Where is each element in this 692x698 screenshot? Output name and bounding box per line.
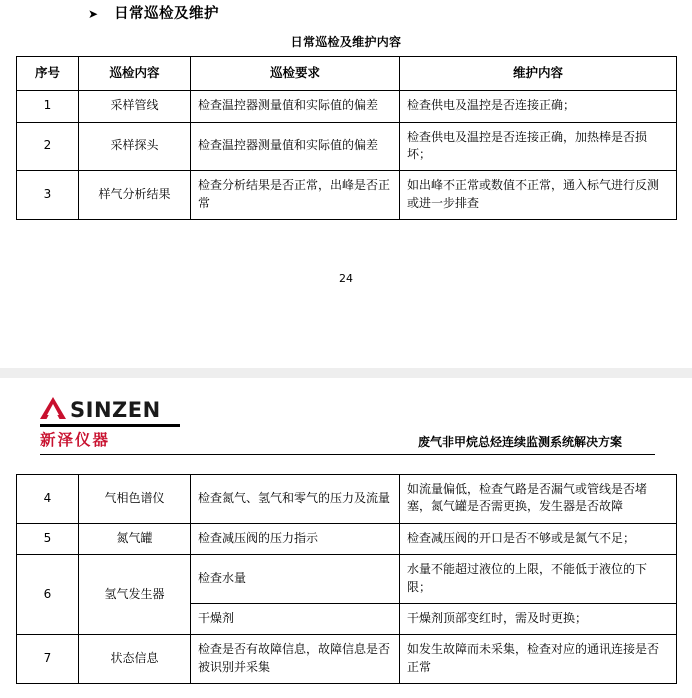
table-row — [17, 523, 677, 554]
table-row — [17, 91, 677, 122]
table-row — [17, 122, 677, 171]
cell-requirement: 干燥剂 — [191, 603, 400, 634]
cell-maintenance: 如发生故障而未采集，检查对应的通讯连接是否正常 — [400, 635, 677, 684]
column-header-no: 序号 — [17, 57, 79, 91]
logo-mark-icon — [40, 397, 66, 419]
table-row — [17, 555, 677, 604]
cell-maintenance: 如流量偏低，检查气路是否漏气或管线是否堵塞，氮气罐是否需更换，发生器是否故障 — [400, 475, 677, 524]
column-header-maintenance: 维护内容 — [400, 57, 677, 91]
cell-requirement: 检查温控器测量值和实际值的偏差 — [191, 91, 400, 122]
inspection-maintenance-table — [16, 56, 677, 220]
table-caption: 日常巡检及维护内容 — [290, 35, 402, 49]
cell-no: 4 — [17, 475, 79, 524]
page-break-divider — [0, 368, 692, 378]
table-row — [17, 475, 677, 524]
cell-no: 7 — [17, 635, 79, 684]
section-heading-text: 日常巡检及维护 — [114, 6, 220, 22]
cell-maintenance: 检查供电及温控是否连接正确； — [400, 91, 677, 122]
company-logo — [40, 398, 180, 449]
cell-item: 采样管线 — [79, 91, 191, 122]
cell-requirement: 检查水量 — [191, 555, 400, 604]
cell-item: 气相色谱仪 — [79, 475, 191, 524]
page-number: 24 — [339, 272, 353, 285]
column-header-item: 巡检内容 — [79, 57, 191, 91]
cell-no: 3 — [17, 171, 79, 220]
table-row — [17, 635, 677, 684]
cell-no: 6 — [17, 555, 79, 635]
cell-item: 采样探头 — [79, 122, 191, 171]
cell-item: 状态信息 — [79, 635, 191, 684]
inspection-maintenance-table-continued — [16, 474, 677, 684]
logo-divider-bar — [40, 424, 180, 427]
cell-maintenance: 干燥剂顶部变红时，需及时更换； — [400, 603, 677, 634]
cell-no: 1 — [17, 91, 79, 122]
arrow-bullet-icon: ➤ — [88, 7, 99, 21]
section-heading — [88, 2, 219, 23]
column-header-requirement: 巡检要求 — [191, 57, 400, 91]
cell-requirement: 检查氮气、氢气和零气的压力及流量 — [191, 475, 400, 524]
cell-requirement: 检查减压阀的压力指示 — [191, 523, 400, 554]
cell-requirement: 检查分析结果是否正常，出峰是否正常 — [191, 171, 400, 220]
table-header-row — [17, 57, 677, 91]
cell-maintenance: 检查减压阀的开口是否不够或是氮气不足； — [400, 523, 677, 554]
cell-maintenance: 检查供电及温控是否连接正确，加热棒是否损坏； — [400, 122, 677, 171]
document-header-title: 废气非甲烷总烃连续监测系统解决方案 — [418, 435, 623, 449]
page-2-content — [0, 378, 692, 698]
cell-item: 样气分析结果 — [79, 171, 191, 220]
cell-item: 氮气罐 — [79, 523, 191, 554]
cell-requirement: 检查是否有故障信息，故障信息是否被识别并采集 — [191, 635, 400, 684]
logo-chinese-text: 新泽仪器 — [40, 431, 111, 449]
cell-requirement: 检查温控器测量值和实际值的偏差 — [191, 122, 400, 171]
table-row — [17, 171, 677, 220]
header-rule — [40, 454, 655, 455]
cell-maintenance: 如出峰不正常或数值不正常，通入标气进行反测或进一步排查 — [400, 171, 677, 220]
logo-latin-text: SINZEN — [70, 398, 161, 422]
cell-item: 氢气发生器 — [79, 555, 191, 635]
cell-maintenance: 水量不能超过液位的上限，不能低于液位的下限； — [400, 555, 677, 604]
cell-no: 5 — [17, 523, 79, 554]
cell-no: 2 — [17, 122, 79, 171]
